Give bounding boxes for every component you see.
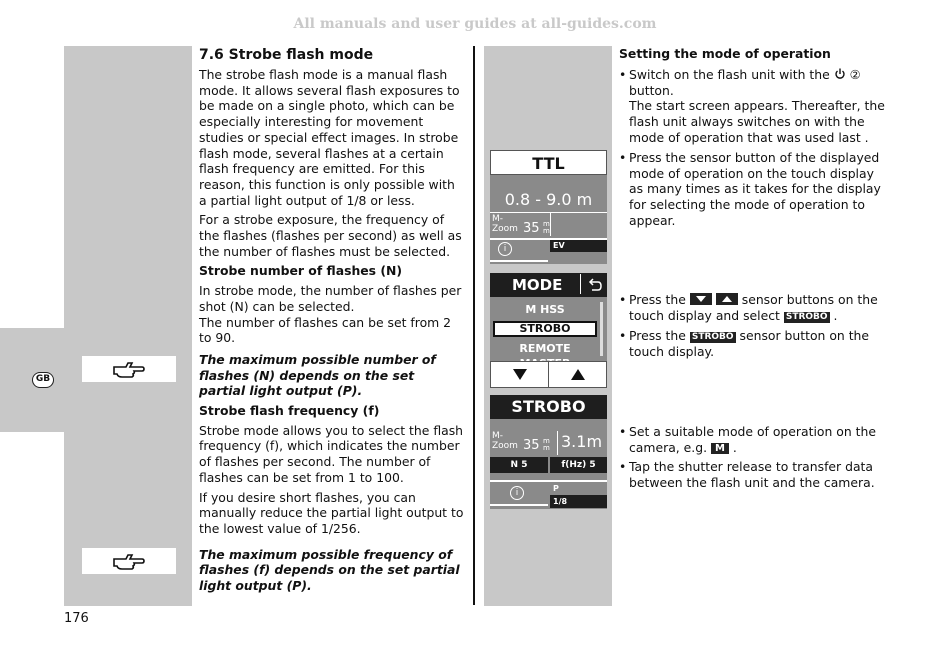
down-button-icon bbox=[690, 293, 712, 305]
watermark: All manuals and user guides at all-guides.com bbox=[293, 16, 657, 32]
frequency-text-1: Strobe mode allows you to select the flash frequency (f), which indicates the number of flashes per second. The number of flashes can be set from 1 to 100. bbox=[199, 422, 464, 485]
lcd-screen-mode bbox=[490, 273, 607, 388]
mode-item-m-hss[interactable]: M HSS bbox=[525, 303, 565, 316]
step-camera-mode: • Set a suitable mode of operation on the camera, e.g. M . bbox=[619, 424, 887, 455]
step-press-strobo: • Press the STROBO sensor button on the touch display. bbox=[619, 328, 887, 359]
arrow-down-icon[interactable] bbox=[513, 369, 527, 380]
step-select-strobo: • Press the sensor buttons on the touch display and select STROBO . bbox=[619, 292, 887, 323]
up-button-icon bbox=[716, 293, 738, 305]
note-max-frequency: The maximum possible frequency of flashes (f) depends on the set partial light output (P). bbox=[199, 546, 460, 594]
power-icon bbox=[834, 68, 846, 80]
strobo-pill: STROBO bbox=[785, 311, 828, 322]
back-icon[interactable] bbox=[588, 278, 602, 292]
lcd-header: MODE bbox=[490, 273, 607, 297]
button-number-circle: ② bbox=[849, 67, 861, 82]
intro-paragraph: The strobe flash mode is a manual flash mode. It allows several flash exposures to be made on a single photo, which can be especially interesting for movement studies or special effect images. In strobe flash mode, several flashes at a certain flash frequency are emitted. For this reason, this function is only possible with a partial light output of 1/8 or less. bbox=[199, 67, 460, 208]
lcd-distance: 3.1m bbox=[561, 432, 603, 451]
m-mode-pill: M bbox=[711, 443, 729, 454]
strobo-pill: STROBO bbox=[691, 332, 734, 342]
lcd-screen-strobo bbox=[490, 395, 607, 509]
column-divider bbox=[473, 46, 475, 605]
language-badge: GB bbox=[32, 372, 54, 388]
step-press-mode: • Press the sensor button of the displayed mode of operation on the touch display as many times as it takes for the display for selecting the mode of operation to appear. bbox=[619, 150, 887, 229]
pointing-hand-icon bbox=[82, 548, 176, 574]
lcd-p-label: P bbox=[553, 484, 559, 493]
section-title: 7.6 Strobe flash mode bbox=[199, 47, 374, 63]
arrow-up-icon[interactable] bbox=[571, 369, 585, 380]
lcd-zoom-unit: m m bbox=[543, 437, 550, 452]
info-icon[interactable]: i bbox=[498, 242, 512, 256]
lcd-p-value[interactable]: 1/8 bbox=[550, 495, 607, 508]
lcd-zoom-label: M- Zoom bbox=[492, 431, 518, 451]
intro-paragraph-2: For a strobe exposure, the frequency of the flashes (flashes per second) as well as the number of flashes must be selected. bbox=[199, 212, 462, 259]
lcd-header: STROBO bbox=[490, 395, 607, 419]
right-heading: Setting the mode of operation bbox=[619, 46, 831, 61]
step-shutter-release: • Tap the shutter release to transfer data between the flash unit and the camera. bbox=[619, 459, 887, 490]
number-text-1: In strobe mode, the number of flashes per shot (N) can be selected. bbox=[199, 283, 462, 314]
mode-item-remote-master[interactable]: REMOTE bbox=[519, 342, 571, 355]
info-icon[interactable]: i bbox=[510, 486, 524, 500]
page-number: 176 bbox=[64, 611, 89, 626]
lcd-header: TTL bbox=[490, 150, 607, 175]
scrollbar[interactable] bbox=[600, 302, 603, 356]
lcd-zoom-value: 35 bbox=[523, 438, 540, 453]
lcd-screen-ttl bbox=[490, 150, 607, 264]
mode-item-strobo[interactable]: STROBO bbox=[493, 321, 597, 337]
left-margin-band bbox=[64, 46, 192, 606]
lcd-zoom-label: M- Zoom bbox=[492, 214, 518, 234]
strobo-frequency-button[interactable]: f(Hz) 5 bbox=[550, 457, 607, 473]
lcd-range: 0.8 - 9.0 m bbox=[504, 190, 593, 209]
frequency-text-2: If you desire short flashes, you can manually reduce the partial light output to the lowest value of 1/256. bbox=[199, 489, 464, 536]
lcd-zoom-value: 35 bbox=[523, 221, 540, 236]
strobo-n-button[interactable]: N 5 bbox=[490, 457, 548, 473]
lcd-zoom-unit: m m bbox=[543, 220, 550, 235]
subheading-number-of-flashes: Strobe number of flashes (N) bbox=[199, 263, 403, 279]
main-text-column bbox=[199, 46, 464, 598]
step-switch-on: • Switch on the flash unit with the ② button. The start screen appears. Thereafter, the flash unit always switches on with the mode of operation that was used last . bbox=[619, 67, 887, 146]
note-max-flashes: The maximum possible number of flashes (N) depends on the set partial light output (P). bbox=[199, 351, 436, 399]
pointing-hand-icon bbox=[82, 356, 176, 382]
lcd-ev-label[interactable]: EV bbox=[550, 240, 607, 252]
subheading-frequency: Strobe flash frequency (f) bbox=[199, 403, 380, 419]
number-text-2: The number of flashes can be set from 2 to 90. bbox=[199, 314, 452, 346]
arrow-bar bbox=[490, 361, 607, 388]
